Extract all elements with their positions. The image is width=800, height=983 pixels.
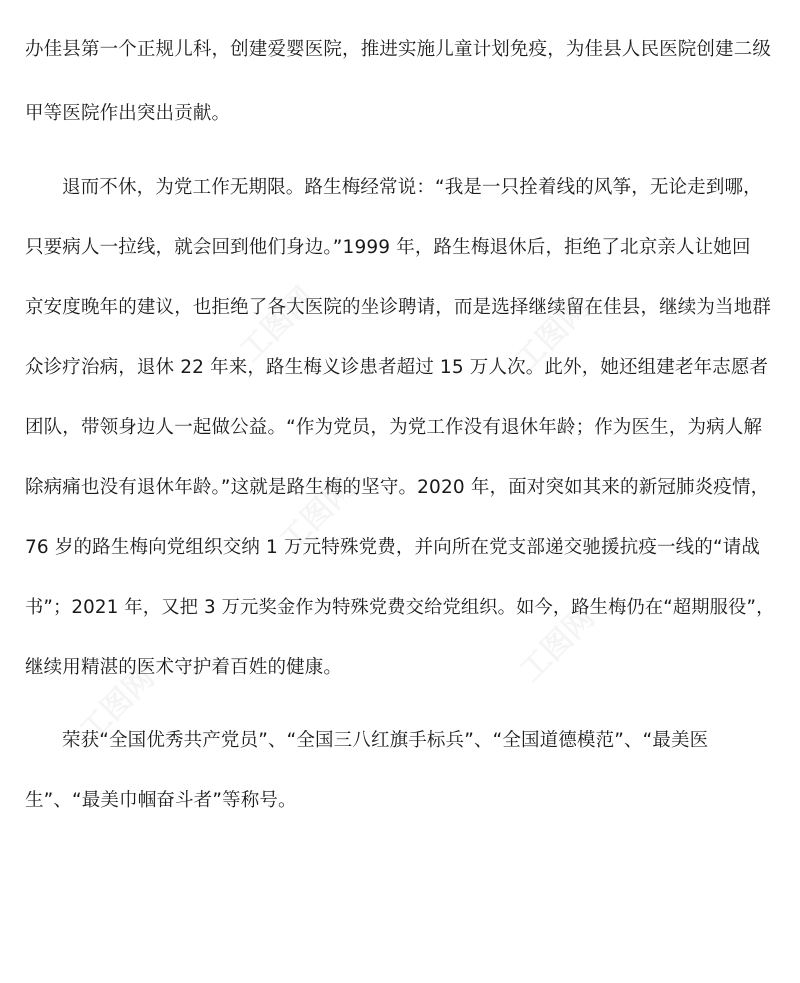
text-line: 继续用精湛的医术守护着百姓的健康。 — [25, 657, 343, 678]
text-line: 只要病人一拉线，就会回到他们身边。”1999 年，路生梅退休后，拒绝了北京亲人让她回 — [25, 237, 751, 258]
text-line: 荣获“全国优秀共产党员”、“全国三八红旗手标兵”、“全国道德模范”、“最美医 — [62, 730, 709, 751]
text-line: 生”、“最美巾帼奋斗者”等称号。 — [25, 790, 297, 811]
text-line: 除病痛也没有退休年龄。”这就是路生梅的坚守。2020 年，面对突如其来的新冠肺炎疫情， — [25, 477, 770, 498]
text-line: 京安度晚年的建议，也拒绝了各大医院的坐诊聘请，而是选择继续留在佳县，继续为当地群 — [25, 297, 772, 318]
text-line: 办佳县第一个正规儿科，创建爱婴医院，推进实施儿童计划免疫，为佳县人民医院创建二级 — [25, 39, 772, 60]
text-line: 团队，带领身边人一起做公益。“作为党员，为党工作没有退休年龄；作为医生，为病人解 — [25, 417, 763, 438]
text-line: 甲等医院作出突出贡献。 — [25, 103, 231, 124]
text-line: 众诊疗治病，退休 22 年来，路生梅义诊患者超过 15 万人次。此外，她还组建老年志愿者 — [25, 357, 769, 378]
text-line: 书”；2021 年，又把 3 万元奖金作为特殊党费交给党组织。如今，路生梅仍在“超期服役”， — [25, 597, 775, 618]
text-line: 退而不休，为党工作无期限。路生梅经常说：“我是一只拴着线的风筝，无论走到哪， — [62, 177, 762, 198]
text-line: 76 岁的路生梅向党组织交纳 1 万元特殊党费，并向所在党支部递交驰援抗疫一线的“请战 — [25, 537, 760, 558]
